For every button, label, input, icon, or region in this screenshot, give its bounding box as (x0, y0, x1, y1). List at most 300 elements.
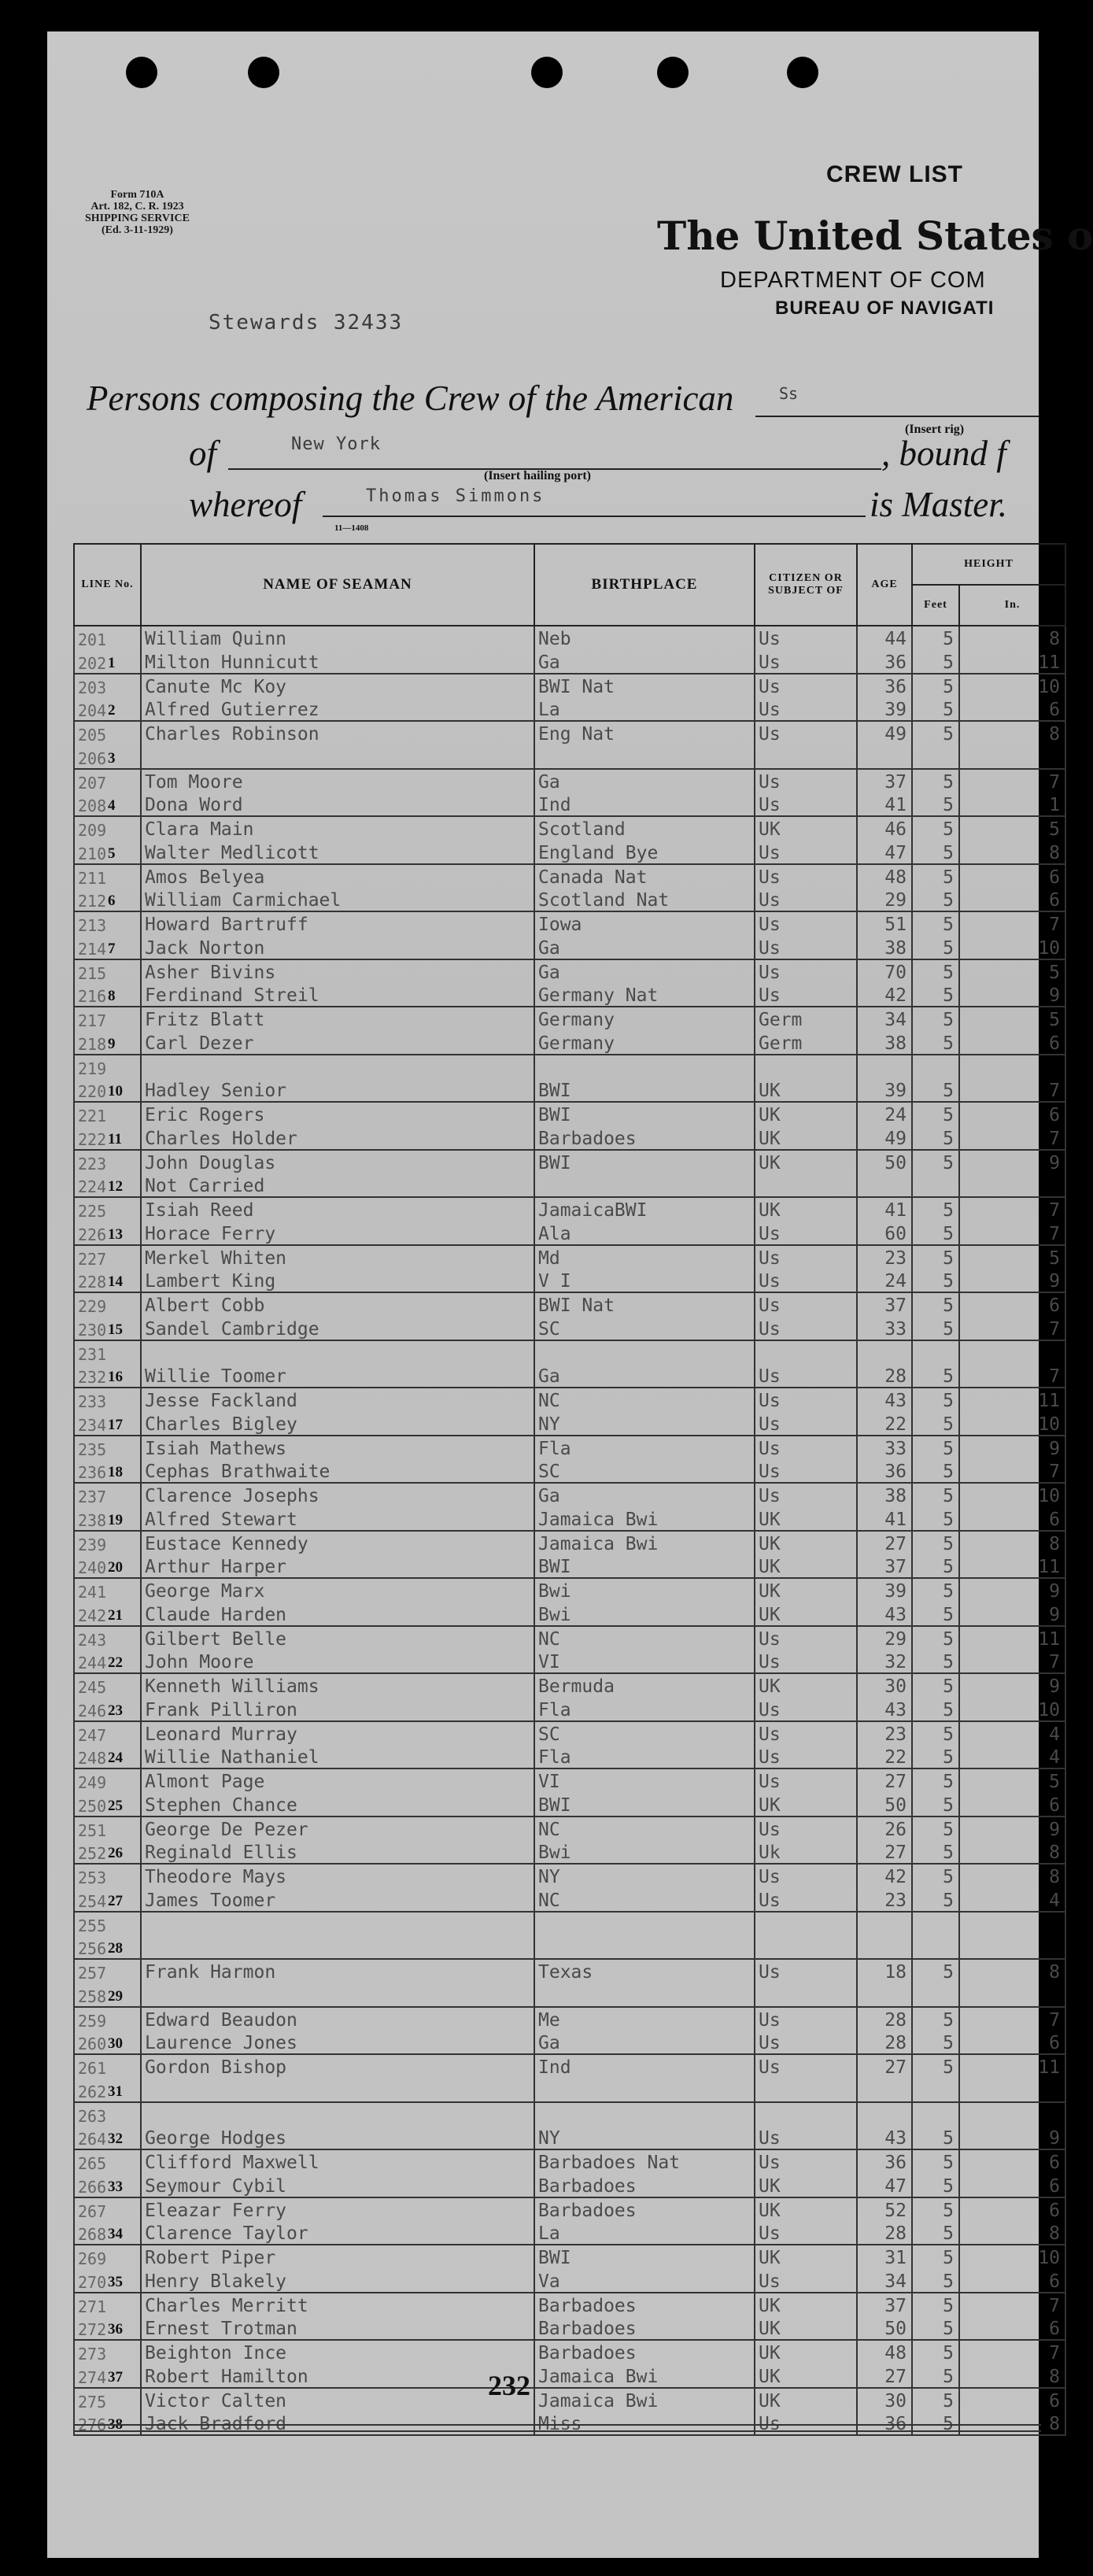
age (857, 1935, 912, 1959)
crew-table (73, 543, 1066, 2436)
line-number-value: 240 (78, 1558, 107, 1577)
table-row (74, 864, 1065, 888)
age: 28 (857, 1364, 912, 1388)
birthplace: Iowa (534, 911, 755, 935)
print-code: 11—1408 (334, 523, 369, 533)
group-number: 34 (108, 2226, 123, 2242)
line-number (74, 1364, 141, 1388)
line-number-value: 246 (78, 1701, 107, 1720)
age: 29 (857, 1626, 912, 1650)
group-number: 32 (108, 2131, 123, 2147)
height-feet (912, 1055, 959, 1078)
line-number (74, 1197, 141, 1221)
line-number-value: 207 (78, 773, 107, 793)
height-feet (912, 1912, 959, 1935)
height-inches: 7 (959, 911, 1065, 935)
line-number-value: 217 (78, 1011, 107, 1031)
form-article: Art. 182, C. R. 1923 (90, 201, 184, 213)
line-number (74, 2245, 141, 2268)
birthplace: Bwi (534, 1602, 755, 1625)
rig-note: (Insert rig) (905, 423, 965, 436)
table-row (74, 1364, 1065, 1388)
height-feet: 5 (912, 911, 959, 935)
seaman-name: Ernest Trotman (141, 2316, 534, 2340)
height-feet: 5 (912, 840, 959, 863)
age: 33 (857, 1316, 912, 1340)
table-row (74, 1531, 1065, 1554)
citizenship: UK (755, 1125, 857, 1149)
height-inches: 9 (959, 1436, 1065, 1459)
line-number-value: 213 (78, 916, 107, 936)
citizenship: Us (755, 1745, 857, 1768)
height-inches (959, 1935, 1065, 1959)
line-number (74, 911, 141, 935)
line-number-value: 244 (78, 1654, 107, 1672)
line-number (74, 1650, 141, 1673)
height-inches: 9 (959, 1673, 1065, 1697)
line-number (74, 2007, 141, 2031)
seaman-name: Clarence Josephs (141, 1483, 534, 1506)
birthplace: BWI (534, 1078, 755, 1102)
bureau-title: BUREAU OF NAVIGATI (775, 298, 995, 319)
line-number (74, 1935, 141, 1959)
age: 39 (857, 1078, 912, 1102)
height-feet: 5 (912, 1578, 959, 1602)
seaman-name: Clifford Maxwell (141, 2149, 534, 2173)
birthplace: Barbadoes Nat (534, 2149, 755, 2173)
height-feet: 5 (912, 1150, 959, 1173)
line-number-value: 230 (78, 1320, 107, 1340)
line-number (74, 2221, 141, 2245)
height-inches: 4 (959, 1887, 1065, 1911)
line-number (74, 1817, 141, 1840)
height-inches: 7 (959, 2007, 1065, 2031)
table-row (74, 2102, 1065, 2126)
line-number (74, 2388, 141, 2412)
birthplace: Scotland (534, 816, 755, 840)
height-feet (912, 1173, 959, 1197)
line-number-value: 206 (78, 748, 107, 768)
age: 23 (857, 1887, 912, 1911)
line-number (74, 2197, 141, 2221)
birthplace: SC (534, 1316, 755, 1340)
seaman-name: Amos Belyea (141, 864, 534, 888)
height-feet (912, 1340, 959, 1364)
age: 27 (857, 1840, 912, 1864)
line-number (74, 816, 141, 840)
age: 28 (857, 2221, 912, 2245)
table-row (74, 1554, 1065, 1578)
birthplace (534, 1340, 755, 1364)
height-feet: 5 (912, 1650, 959, 1673)
citizenship: Us (755, 721, 857, 745)
table-row (74, 1245, 1065, 1269)
height-feet: 5 (912, 2340, 959, 2363)
persons-statement: Persons composing the Crew of the American (87, 379, 734, 418)
height-feet: 5 (912, 816, 959, 840)
seaman-name: Howard Bartruff (141, 911, 534, 935)
table-row (74, 2363, 1065, 2387)
seaman-name: Merkel Whiten (141, 1245, 534, 1269)
table-row (74, 1840, 1065, 1864)
citizenship: Us (755, 2031, 857, 2054)
height-inches: 11 (959, 2054, 1065, 2078)
seaman-name: Ferdinand Streil (141, 983, 534, 1007)
line-number (74, 935, 141, 959)
table-row (74, 1078, 1065, 1102)
age: 28 (857, 2007, 912, 2031)
age: 33 (857, 1436, 912, 1459)
height-feet: 5 (912, 1887, 959, 1911)
height-inches: 5 (959, 1007, 1065, 1030)
birthplace: Scotland Nat (534, 888, 755, 911)
table-row (74, 697, 1065, 721)
seaman-name: Beighton Ince (141, 2340, 534, 2363)
birthplace: BWI (534, 1102, 755, 1125)
birthplace: SC (534, 1459, 755, 1483)
seaman-name: Kenneth Williams (141, 1673, 534, 1697)
birthplace (534, 2078, 755, 2101)
birthplace: Bwi (534, 1578, 755, 1602)
height-feet: 5 (912, 2054, 959, 2078)
age: 18 (857, 1959, 912, 1983)
height-inches: 6 (959, 2031, 1065, 2054)
citizenship (755, 2102, 857, 2126)
group-number: 17 (108, 1416, 123, 1433)
seaman-name: Dona Word (141, 793, 534, 816)
group-number: 14 (108, 1273, 123, 1290)
hailing-port-note: (Insert hailing port) (484, 469, 591, 482)
line-number-value: 208 (78, 796, 107, 815)
table-row (74, 2126, 1065, 2149)
birthplace: SC (534, 1721, 755, 1745)
bound-label: , bound f (881, 434, 1006, 473)
line-number (74, 1768, 141, 1792)
height-feet: 5 (912, 2126, 959, 2149)
height-inches: 8 (959, 1959, 1065, 1983)
height-feet (912, 2102, 959, 2126)
line-number-value: 251 (78, 1820, 107, 1840)
table-row (74, 1292, 1065, 1316)
height-inches: 8 (959, 721, 1065, 745)
height-inches: 7 (959, 1364, 1065, 1388)
seaman-name: Eleazar Ferry (141, 2197, 534, 2221)
crew-list-title: CREW LIST (826, 161, 963, 187)
citizenship: Us (755, 1483, 857, 1506)
table-row (74, 816, 1065, 840)
height-inches: 7 (959, 1459, 1065, 1483)
seaman-name: Henry Blakely (141, 2268, 534, 2292)
citizenship (755, 1912, 857, 1935)
citizenship: Us (755, 1768, 857, 1792)
height-feet: 5 (912, 959, 959, 983)
height-feet: 5 (912, 1602, 959, 1625)
height-feet: 5 (912, 1697, 959, 1720)
line-number-value: 260 (78, 2035, 107, 2053)
line-number (74, 1578, 141, 1602)
citizenship: Us (755, 1864, 857, 1887)
height-inches (959, 1912, 1065, 1935)
citizenship: Us (755, 935, 857, 959)
seaman-name: Edward Beaudon (141, 2007, 534, 2031)
height-feet: 5 (912, 2007, 959, 2031)
height-inches: 6 (959, 1292, 1065, 1316)
punch-hole (787, 57, 818, 88)
punch-hole (657, 57, 689, 88)
height-feet: 5 (912, 1102, 959, 1125)
line-number (74, 1340, 141, 1364)
height-feet: 5 (912, 1506, 959, 1530)
line-number-value: 225 (78, 1202, 107, 1221)
seaman-name: Milton Hunnicutt (141, 649, 534, 673)
line-number-value: 248 (78, 1749, 107, 1768)
age: 48 (857, 864, 912, 888)
group-number: 28 (108, 1940, 123, 1957)
birthplace: Ga (534, 959, 755, 983)
line-number (74, 1030, 141, 1054)
height-feet: 5 (912, 649, 959, 673)
citizenship: Us (755, 674, 857, 697)
table-row (74, 1887, 1065, 1911)
height-inches: 4 (959, 1745, 1065, 1768)
line-number (74, 1388, 141, 1411)
table-row (74, 1983, 1065, 2006)
age: 30 (857, 1673, 912, 1697)
citizenship: UK (755, 2293, 857, 2316)
birthplace: Bwi (534, 1840, 755, 1864)
height-inches: 10 (959, 1483, 1065, 1506)
citizenship: Us (755, 2149, 857, 2173)
age: 36 (857, 649, 912, 673)
age: 50 (857, 1150, 912, 1173)
citizenship: UK (755, 2245, 857, 2268)
line-number-value: 254 (78, 1891, 107, 1911)
birthplace: JamaicaBWI (534, 1197, 755, 1221)
group-number: 6 (108, 893, 116, 909)
citizenship: UK (755, 1531, 857, 1554)
line-number-value: 249 (78, 1773, 107, 1793)
age: 27 (857, 1531, 912, 1554)
line-number-value: 227 (78, 1249, 107, 1269)
line-number (74, 1173, 141, 1197)
height-inches: 11 (959, 649, 1065, 673)
line-number-value: 242 (78, 1606, 107, 1625)
age: 38 (857, 1030, 912, 1054)
line-number (74, 1245, 141, 1269)
line-number (74, 626, 141, 649)
line-number (74, 1078, 141, 1102)
height-feet: 5 (912, 2388, 959, 2412)
seaman-name: Stephen Chance (141, 1792, 534, 1816)
birthplace: La (534, 2221, 755, 2245)
birthplace: NY (534, 1864, 755, 1887)
seaman-name: Isiah Mathews (141, 1436, 534, 1459)
table-row (74, 840, 1065, 863)
age: 43 (857, 1602, 912, 1625)
birthplace (534, 1983, 755, 2006)
line-number (74, 983, 141, 1007)
citizenship: UK (755, 1150, 857, 1173)
crew-list-sheet (47, 31, 1093, 2558)
height-inches: 9 (959, 1269, 1065, 1292)
citizenship: UK (755, 1792, 857, 1816)
table-row (74, 2388, 1065, 2412)
height-inches: 9 (959, 1578, 1065, 1602)
table-row (74, 1602, 1065, 1625)
age: 42 (857, 983, 912, 1007)
height-inches: 6 (959, 1506, 1065, 1530)
seaman-name: Robert Piper (141, 2245, 534, 2268)
citizenship (755, 2078, 857, 2101)
birthplace: England Bye (534, 840, 755, 863)
line-number-value: 204 (78, 701, 107, 720)
height-feet: 5 (912, 983, 959, 1007)
table-row (74, 649, 1065, 673)
citizenship: UK (755, 2316, 857, 2340)
line-number-value: 247 (78, 1725, 107, 1745)
table-row (74, 1673, 1065, 1697)
height-feet: 5 (912, 1411, 959, 1435)
line-number (74, 2316, 141, 2340)
line-number (74, 2293, 141, 2316)
form-service: SHIPPING SERVICE (85, 213, 190, 224)
birthplace: BWI (534, 1792, 755, 1816)
group-number: 37 (108, 2368, 123, 2386)
seaman-name: Walter Medlicott (141, 840, 534, 863)
table-row (74, 1626, 1065, 1650)
height-feet: 5 (912, 1221, 959, 1244)
birthplace: Ga (534, 769, 755, 793)
seaman-name: George De Pezer (141, 1817, 534, 1840)
line-number (74, 1554, 141, 1578)
line-number-value: 273 (78, 2345, 107, 2364)
citizenship: UK (755, 2340, 857, 2363)
citizenship (755, 1983, 857, 2006)
line-number (74, 2054, 141, 2078)
line-number-value: 259 (78, 2011, 107, 2031)
table-row (74, 1697, 1065, 1720)
height-inches: 6 (959, 2197, 1065, 2221)
birthplace: Fla (534, 1697, 755, 1720)
seaman-name: Sandel Cambridge (141, 1316, 534, 1340)
group-number: 21 (108, 1606, 123, 1624)
group-number: 18 (108, 1464, 123, 1480)
height-feet: 5 (912, 1125, 959, 1149)
group-number: 3 (108, 749, 116, 767)
age: 41 (857, 1197, 912, 1221)
table-row (74, 721, 1065, 745)
line-number-value: 255 (78, 1916, 107, 1935)
age (857, 1055, 912, 1078)
birthplace: Ga (534, 1364, 755, 1388)
line-number-value: 201 (78, 630, 107, 650)
seaman-name: Clarence Taylor (141, 2221, 534, 2245)
table-row (74, 1721, 1065, 1745)
height-inches: 6 (959, 1030, 1065, 1054)
citizenship (755, 1055, 857, 1078)
height-inches: 10 (959, 935, 1065, 959)
age: 27 (857, 1768, 912, 1792)
age: 70 (857, 959, 912, 983)
age: 39 (857, 697, 912, 721)
line-number-value: 261 (78, 2059, 107, 2079)
citizenship: UK (755, 1102, 857, 1125)
age: 52 (857, 2197, 912, 2221)
birthplace: Barbadoes (534, 2316, 755, 2340)
line-number (74, 1055, 141, 1078)
age: 50 (857, 2316, 912, 2340)
seaman-name: Frank Harmon (141, 1959, 534, 1983)
line-number (74, 769, 141, 793)
birthplace: NY (534, 2126, 755, 2149)
height-inches: 5 (959, 1768, 1065, 1792)
birthplace: Fla (534, 1745, 755, 1768)
line-number-value: 212 (78, 892, 107, 911)
group-number: 27 (108, 1892, 123, 1909)
line-number (74, 864, 141, 888)
seaman-name: John Moore (141, 1650, 534, 1673)
birthplace: NY (534, 1411, 755, 1435)
seaman-name: Horace Ferry (141, 1221, 534, 1244)
citizenship (755, 1173, 857, 1197)
citizenship (755, 745, 857, 768)
height-feet: 5 (912, 674, 959, 697)
height-feet: 5 (912, 1078, 959, 1102)
seaman-name: Alfred Stewart (141, 1506, 534, 1530)
age (857, 2102, 912, 2126)
line-number (74, 1221, 141, 1244)
line-number-value: 252 (78, 1844, 107, 1863)
height-inches: 6 (959, 888, 1065, 911)
line-number-value: 258 (78, 1987, 107, 2006)
height-inches: 6 (959, 2268, 1065, 2292)
birthplace: Miss (534, 2412, 755, 2435)
birthplace: BWI (534, 1554, 755, 1578)
seaman-name (141, 1983, 534, 2006)
group-number: 25 (108, 1797, 123, 1814)
seaman-name: Jack Norton (141, 935, 534, 959)
seaman-name: Alfred Gutierrez (141, 697, 534, 721)
citizenship: Us (755, 1364, 857, 1388)
seaman-name: William Quinn (141, 626, 534, 649)
height-inches: 6 (959, 2316, 1065, 2340)
line-number (74, 1864, 141, 1887)
citizenship: Us (755, 1245, 857, 1269)
seaman-name (141, 1055, 534, 1078)
height-inches: 10 (959, 1411, 1065, 1435)
line-number-value: 223 (78, 1154, 107, 1173)
line-number-value: 211 (78, 868, 107, 888)
height-inches: 7 (959, 1078, 1065, 1102)
birthplace: Germany (534, 1007, 755, 1030)
line-number-value: 245 (78, 1678, 107, 1698)
height-feet: 5 (912, 1483, 959, 1506)
line-number (74, 674, 141, 697)
age (857, 745, 912, 768)
line-number (74, 1531, 141, 1554)
height-feet: 5 (912, 935, 959, 959)
whereof-label: whereof (189, 485, 302, 524)
height-feet: 5 (912, 1388, 959, 1411)
group-number: 26 (108, 1845, 123, 1861)
line-number (74, 1269, 141, 1292)
height-feet: 5 (912, 2293, 959, 2316)
age: 42 (857, 1864, 912, 1887)
height-inches (959, 745, 1065, 768)
age: 51 (857, 911, 912, 935)
citizenship: Us (755, 2126, 857, 2149)
citizenship: UK (755, 816, 857, 840)
